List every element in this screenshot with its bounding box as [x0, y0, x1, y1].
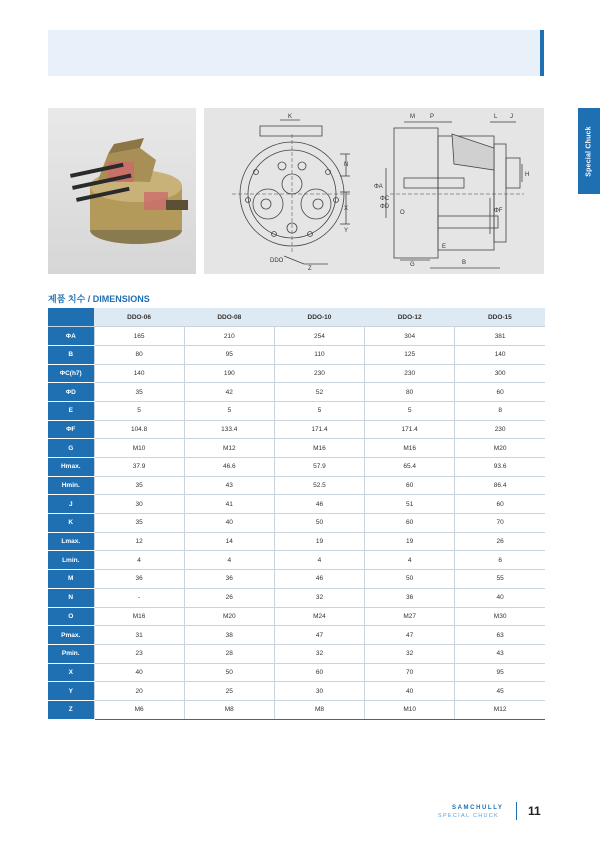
table-cell: 52.5	[274, 476, 364, 495]
row-label: Lmin.	[48, 551, 94, 570]
dimension-drawing	[204, 108, 544, 274]
table-cell: 5	[365, 401, 455, 420]
table-cell: 19	[274, 532, 364, 551]
table-cell: 80	[94, 345, 184, 364]
table-row	[48, 495, 545, 514]
table-cell: 210	[184, 327, 274, 346]
table-cell: M16	[365, 439, 455, 458]
table-cell: 8	[455, 401, 545, 420]
side-tab	[578, 108, 600, 194]
table-cell: M27	[365, 607, 455, 626]
table-header-row	[48, 308, 545, 327]
chuck-illustration	[48, 108, 196, 274]
table-cell: 46.6	[184, 458, 274, 477]
table-cell: 32	[274, 588, 364, 607]
label-p: P	[430, 114, 435, 120]
table-cell: M16	[94, 607, 184, 626]
table-cell: M16	[274, 439, 364, 458]
table-cell: 14	[184, 532, 274, 551]
table-row	[48, 420, 545, 439]
table-row	[48, 401, 545, 420]
table-row	[48, 663, 545, 682]
label-phi-d: ΦD	[380, 204, 390, 210]
table-cell: 80	[365, 383, 455, 402]
label-h: H	[525, 172, 530, 178]
table-cell: 31	[94, 626, 184, 645]
table-cell: 30	[274, 682, 364, 701]
label-g: G	[410, 262, 415, 268]
table-cell: -	[94, 588, 184, 607]
table-cell: 28	[184, 644, 274, 663]
table-cell: 4	[94, 551, 184, 570]
table-cell: 57.9	[274, 458, 364, 477]
column-header: DDO-15	[455, 308, 545, 327]
table-cell: M6	[94, 700, 184, 719]
row-label: E	[48, 401, 94, 420]
row-label: J	[48, 495, 94, 514]
table-cell: 95	[184, 345, 274, 364]
table-cell: 65.4	[365, 458, 455, 477]
table-row	[48, 532, 545, 551]
table-cell: 171.4	[365, 420, 455, 439]
table-cell: 5	[184, 401, 274, 420]
table-cell: M12	[455, 700, 545, 719]
table-cell: 26	[184, 588, 274, 607]
table-cell: 20	[94, 682, 184, 701]
column-header: DDO-12	[365, 308, 455, 327]
table-cell: 37.9	[94, 458, 184, 477]
table-cell: 40	[365, 682, 455, 701]
label-l: L	[494, 114, 498, 120]
table-cell: 50	[184, 663, 274, 682]
table-cell: 140	[94, 364, 184, 383]
table-row	[48, 682, 545, 701]
page-number: 11	[528, 804, 541, 818]
table-row	[48, 439, 545, 458]
row-label: Z	[48, 700, 94, 719]
table-cell: 38	[184, 626, 274, 645]
table-cell: M10	[94, 439, 184, 458]
column-header: DDO-10	[274, 308, 364, 327]
table-cell: 36	[94, 570, 184, 589]
row-label: K	[48, 514, 94, 533]
table-cell: 40	[184, 514, 274, 533]
table-cell: M20	[184, 607, 274, 626]
table-cell: 93.6	[455, 458, 545, 477]
table-cell: 60	[274, 663, 364, 682]
table-cell: 47	[274, 626, 364, 645]
table-row	[48, 458, 545, 477]
row-label: G	[48, 439, 94, 458]
table-cell: 19	[365, 532, 455, 551]
label-phi-a: ΦA	[374, 184, 383, 190]
label-phi-f: ΦF	[494, 208, 503, 214]
row-label: Hmax.	[48, 458, 94, 477]
table-cell: 63	[455, 626, 545, 645]
table-cell: 43	[184, 476, 274, 495]
table-cell: 5	[94, 401, 184, 420]
table-cell: 40	[455, 588, 545, 607]
table-cell: 165	[94, 327, 184, 346]
label-m: M	[410, 114, 415, 120]
label-ddo: DDO	[270, 258, 284, 264]
row-label: X	[48, 663, 94, 682]
brand-tagline: SPECIAL CHUCK	[438, 813, 500, 819]
header-accent-bar	[540, 30, 544, 76]
product-photo	[48, 108, 196, 274]
row-label: N	[48, 588, 94, 607]
table-cell: 42	[184, 383, 274, 402]
table-row	[48, 345, 545, 364]
table-cell: 4	[184, 551, 274, 570]
table-cell: 110	[274, 345, 364, 364]
section-title: 제품 치수 / DIMENSIONS	[48, 294, 150, 304]
table-cell: M8	[274, 700, 364, 719]
label-e: E	[442, 244, 447, 250]
table-row	[48, 476, 545, 495]
table-cell: 190	[184, 364, 274, 383]
row-label: ΦC(h7)	[48, 364, 94, 383]
table-cell: 95	[455, 663, 545, 682]
table-row	[48, 327, 545, 346]
row-label: Y	[48, 682, 94, 701]
table-cell: 46	[274, 495, 364, 514]
table-cell: 70	[455, 514, 545, 533]
table-cell: 60	[365, 476, 455, 495]
table-cell: 12	[94, 532, 184, 551]
table-cell: 60	[365, 514, 455, 533]
table-cell: 50	[365, 570, 455, 589]
table-cell: M8	[184, 700, 274, 719]
table-cell: 5	[274, 401, 364, 420]
side-tab-label: Special Chuck	[585, 125, 593, 177]
table-body	[48, 327, 545, 719]
label-phi-c: ΦC	[380, 196, 390, 202]
label-z: Z	[308, 266, 312, 272]
label-j: J	[510, 114, 513, 120]
row-label: ΦA	[48, 327, 94, 346]
table-cell: 140	[455, 345, 545, 364]
table-cell: 35	[94, 383, 184, 402]
table-cell: 60	[455, 383, 545, 402]
table-cell: 304	[365, 327, 455, 346]
table-row	[48, 588, 545, 607]
label-k: K	[288, 114, 293, 120]
table-cell: 46	[274, 570, 364, 589]
table-cell: M30	[455, 607, 545, 626]
label-b: B	[462, 260, 467, 266]
table-cell: 52	[274, 383, 364, 402]
row-label: B	[48, 345, 94, 364]
table-cell: 4	[365, 551, 455, 570]
footer-divider	[516, 802, 517, 820]
table-cell: 6	[455, 551, 545, 570]
table-cell: 171.4	[274, 420, 364, 439]
table-cell: 40	[94, 663, 184, 682]
table-cell: 36	[365, 588, 455, 607]
table-cell: 254	[274, 327, 364, 346]
table-cell: M12	[184, 439, 274, 458]
row-label: O	[48, 607, 94, 626]
table-corner-cell	[48, 308, 94, 327]
table-cell: 300	[455, 364, 545, 383]
table-row	[48, 570, 545, 589]
table-cell: 51	[365, 495, 455, 514]
table-cell: 35	[94, 476, 184, 495]
table-cell: 32	[274, 644, 364, 663]
table-cell: M10	[365, 700, 455, 719]
table-row	[48, 514, 545, 533]
table-cell: 35	[94, 514, 184, 533]
label-n: N	[344, 162, 349, 168]
table-cell: 86.4	[455, 476, 545, 495]
brand-name: SAMCHULLY	[452, 805, 504, 811]
row-label: Pmax.	[48, 626, 94, 645]
dimensions-table	[48, 308, 545, 720]
table-cell: 41	[184, 495, 274, 514]
row-label: M	[48, 570, 94, 589]
table-row	[48, 700, 545, 719]
table-cell: 230	[455, 420, 545, 439]
table-cell: 43	[455, 644, 545, 663]
header-band	[48, 30, 544, 76]
technical-drawing	[204, 108, 544, 274]
table-cell: 45	[455, 682, 545, 701]
table-cell: 30	[94, 495, 184, 514]
table-cell: 47	[365, 626, 455, 645]
column-header: DDO-08	[184, 308, 274, 327]
table-cell: 230	[274, 364, 364, 383]
table-cell: 60	[455, 495, 545, 514]
table-cell: 133.4	[184, 420, 274, 439]
table-cell: M20	[455, 439, 545, 458]
table-row	[48, 644, 545, 663]
row-label: Hmin.	[48, 476, 94, 495]
table-cell: 4	[274, 551, 364, 570]
row-label: Lmax.	[48, 532, 94, 551]
table-cell: 125	[365, 345, 455, 364]
table-cell: 26	[455, 532, 545, 551]
table-cell: 25	[184, 682, 274, 701]
table-row	[48, 626, 545, 645]
table-row	[48, 364, 545, 383]
table-cell: 230	[365, 364, 455, 383]
front-view	[232, 120, 352, 264]
table-cell: 32	[365, 644, 455, 663]
label-y: Y	[344, 228, 349, 234]
table-cell: 70	[365, 663, 455, 682]
table-cell: M24	[274, 607, 364, 626]
row-label: Pmin.	[48, 644, 94, 663]
row-label: ΦD	[48, 383, 94, 402]
table-row	[48, 607, 545, 626]
table-cell: 55	[455, 570, 545, 589]
side-view	[386, 122, 524, 268]
table-cell: 381	[455, 327, 545, 346]
table-row	[48, 383, 545, 402]
label-x: X	[344, 206, 349, 212]
footer-brand	[430, 800, 550, 824]
front-view-labels	[270, 114, 348, 272]
table-cell: 104.8	[94, 420, 184, 439]
table-cell: 36	[184, 570, 274, 589]
table-row	[48, 551, 545, 570]
column-header: DDO-06	[94, 308, 184, 327]
row-label: ΦF	[48, 420, 94, 439]
label-o: O	[400, 210, 405, 216]
table-cell: 50	[274, 514, 364, 533]
table-cell: 23	[94, 644, 184, 663]
